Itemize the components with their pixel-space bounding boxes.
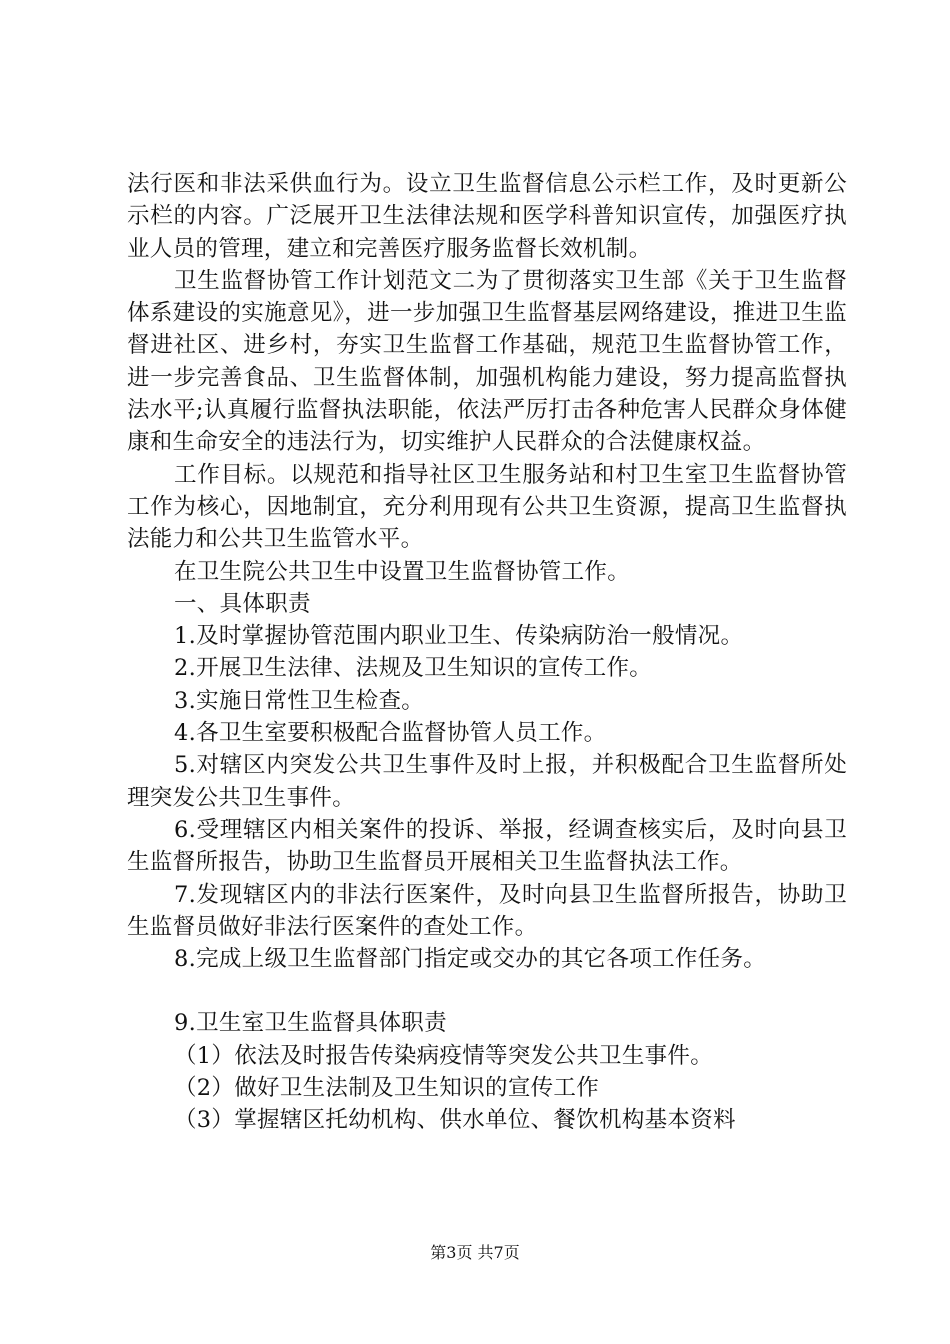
paragraph: 卫生监督协管工作计划范文二为了贯彻落实卫生部《关于卫生监督体系建设的实施意见》，进一步加强卫生监督基层网络建设，推进卫生监督进社区、进乡村，夯实卫生监督工作基础，规范卫生监督协管工作，进一步完善食品、卫生监督体制，加强机构能力建设，努力提高监督执法水平;认真履行监督执法职能，依法严厉打击各种危害人民群众身体健康和生命安全的违法行为，切实维护人民群众的合法健康权益。 [127, 267, 847, 456]
sub-list-item: （3）掌握辖区托幼机构、供水单位、餐饮机构基本资料 [174, 1107, 736, 1134]
page-number: 第3页 共7页 [430, 1243, 520, 1262]
paragraph: 工作目标。以规范和指导社区卫生服务站和村卫生室卫生监督协管工作为核心，因地制宜，充分利用现有公共卫生资源，提高卫生监督执法能力和公共卫生监管水平。 [127, 461, 847, 553]
sub-list-item: （2）做好卫生法制及卫生知识的宣传工作 [174, 1075, 600, 1102]
list-item: 7.发现辖区内的非法行医案件，及时向县卫生监督所报告，协助卫生监督员做好非法行医案件的查处工作。 [127, 881, 847, 940]
list-item: 5.对辖区内突发公共卫生事件及时上报，并积极配合卫生监督所处理突发公共卫生事件。 [127, 752, 847, 811]
paragraph: 法行医和非法采供血行为。设立卫生监督信息公示栏工作，及时更新公示栏的内容。广泛展开卫生法律法规和医学科普知识宣传，加强医疗执业人员的管理，建立和完善医疗服务监督长效机制。 [127, 171, 847, 262]
list-item: 3.实施日常性卫生检查。 [174, 687, 425, 714]
paragraph: 在卫生院公共卫生中设置卫生监督协管工作。 [174, 558, 631, 585]
paragraph-gap [127, 975, 847, 1007]
list-item: 8.完成上级卫生监督部门指定或交办的其它各项工作任务。 [174, 946, 767, 973]
list-item: 9.卫生室卫生监督具体职责 [174, 1010, 447, 1037]
list-item: 6.受理辖区内相关案件的投诉、举报，经调查核实后，及时向县卫生监督所报告，协助卫生监督员开展相关卫生监督执法工作。 [127, 816, 847, 876]
section-heading: 一、具体职责 [174, 590, 311, 617]
sub-list-item: （1）依法及时报告传染病疫情等突发公共卫生事件。 [174, 1042, 714, 1069]
list-item: 2.开展卫生法律、法规及卫生知识的宣传工作。 [174, 655, 653, 682]
list-item: 4.各卫生室要积极配合监督协管人员工作。 [174, 720, 607, 747]
list-item: 1.及时掌握协管范围内职业卫生、传染病防治一般情况。 [174, 623, 744, 650]
document-body [127, 168, 847, 1137]
